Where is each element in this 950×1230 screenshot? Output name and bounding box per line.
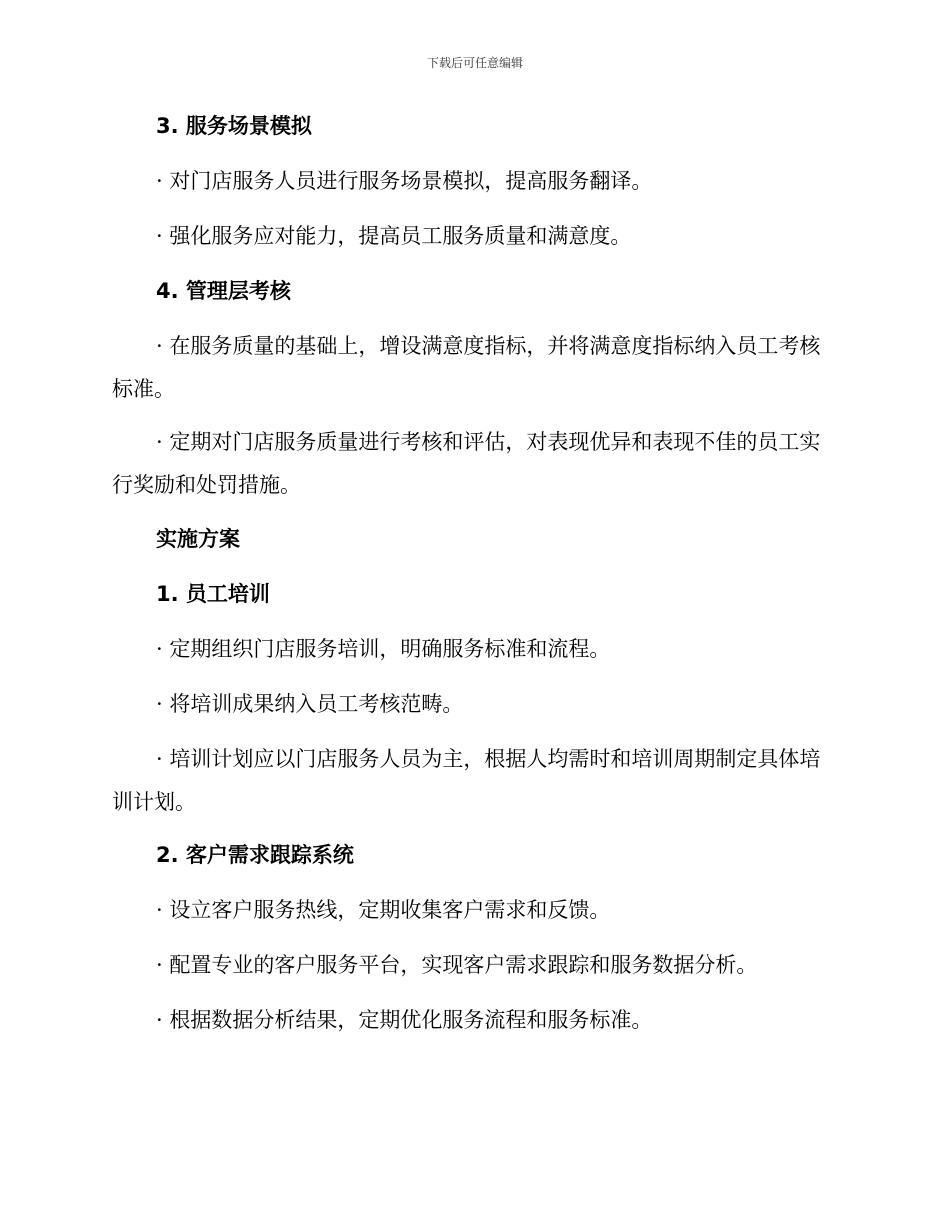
bullet-paragraph: · 将培训成果纳入员工考核范畴。 — [156, 692, 464, 716]
section-heading-management-assessment: 4. 管理层考核 — [156, 279, 291, 303]
bullet-paragraph: · 设立客户服务热线，定期收集客户需求和反馈。 — [156, 898, 611, 922]
section-heading-service-scenario: 3. 服务场景模拟 — [156, 114, 312, 138]
bullet-paragraph: · 定期组织门店服务培训，明确服务标准和流程。 — [156, 637, 611, 661]
section-heading-staff-training: 1. 员工培训 — [156, 582, 270, 606]
bullet-paragraph: · 定期对门店服务质量进行考核和评估，对表现优异和表现不佳的员工实行奖励和处罚措施。 — [112, 430, 821, 497]
section-heading-customer-tracking: 2. 客户需求跟踪系统 — [156, 843, 354, 867]
page-header: 下载后可任意编辑 — [426, 56, 523, 70]
bullet-paragraph: · 根据数据分析结果，定期优化服务流程和服务标准。 — [156, 1008, 653, 1032]
bullet-paragraph: · 在服务质量的基础上，增设满意度指标，并将满意度指标纳入员工考核标准。 — [112, 334, 821, 401]
bullet-paragraph: · 对门店服务人员进行服务场景模拟，提高服务翻译。 — [156, 169, 653, 193]
bullet-paragraph: · 强化服务应对能力，提高员工服务质量和满意度。 — [156, 224, 632, 248]
bullet-paragraph: · 配置专业的客户服务平台，实现客户需求跟踪和服务数据分析。 — [156, 953, 758, 977]
section-heading-implementation-plan: 实施方案 — [156, 527, 240, 551]
bullet-paragraph: · 培训计划应以门店服务人员为主，根据人均需时和培训周期制定具体培训计划。 — [112, 747, 821, 814]
